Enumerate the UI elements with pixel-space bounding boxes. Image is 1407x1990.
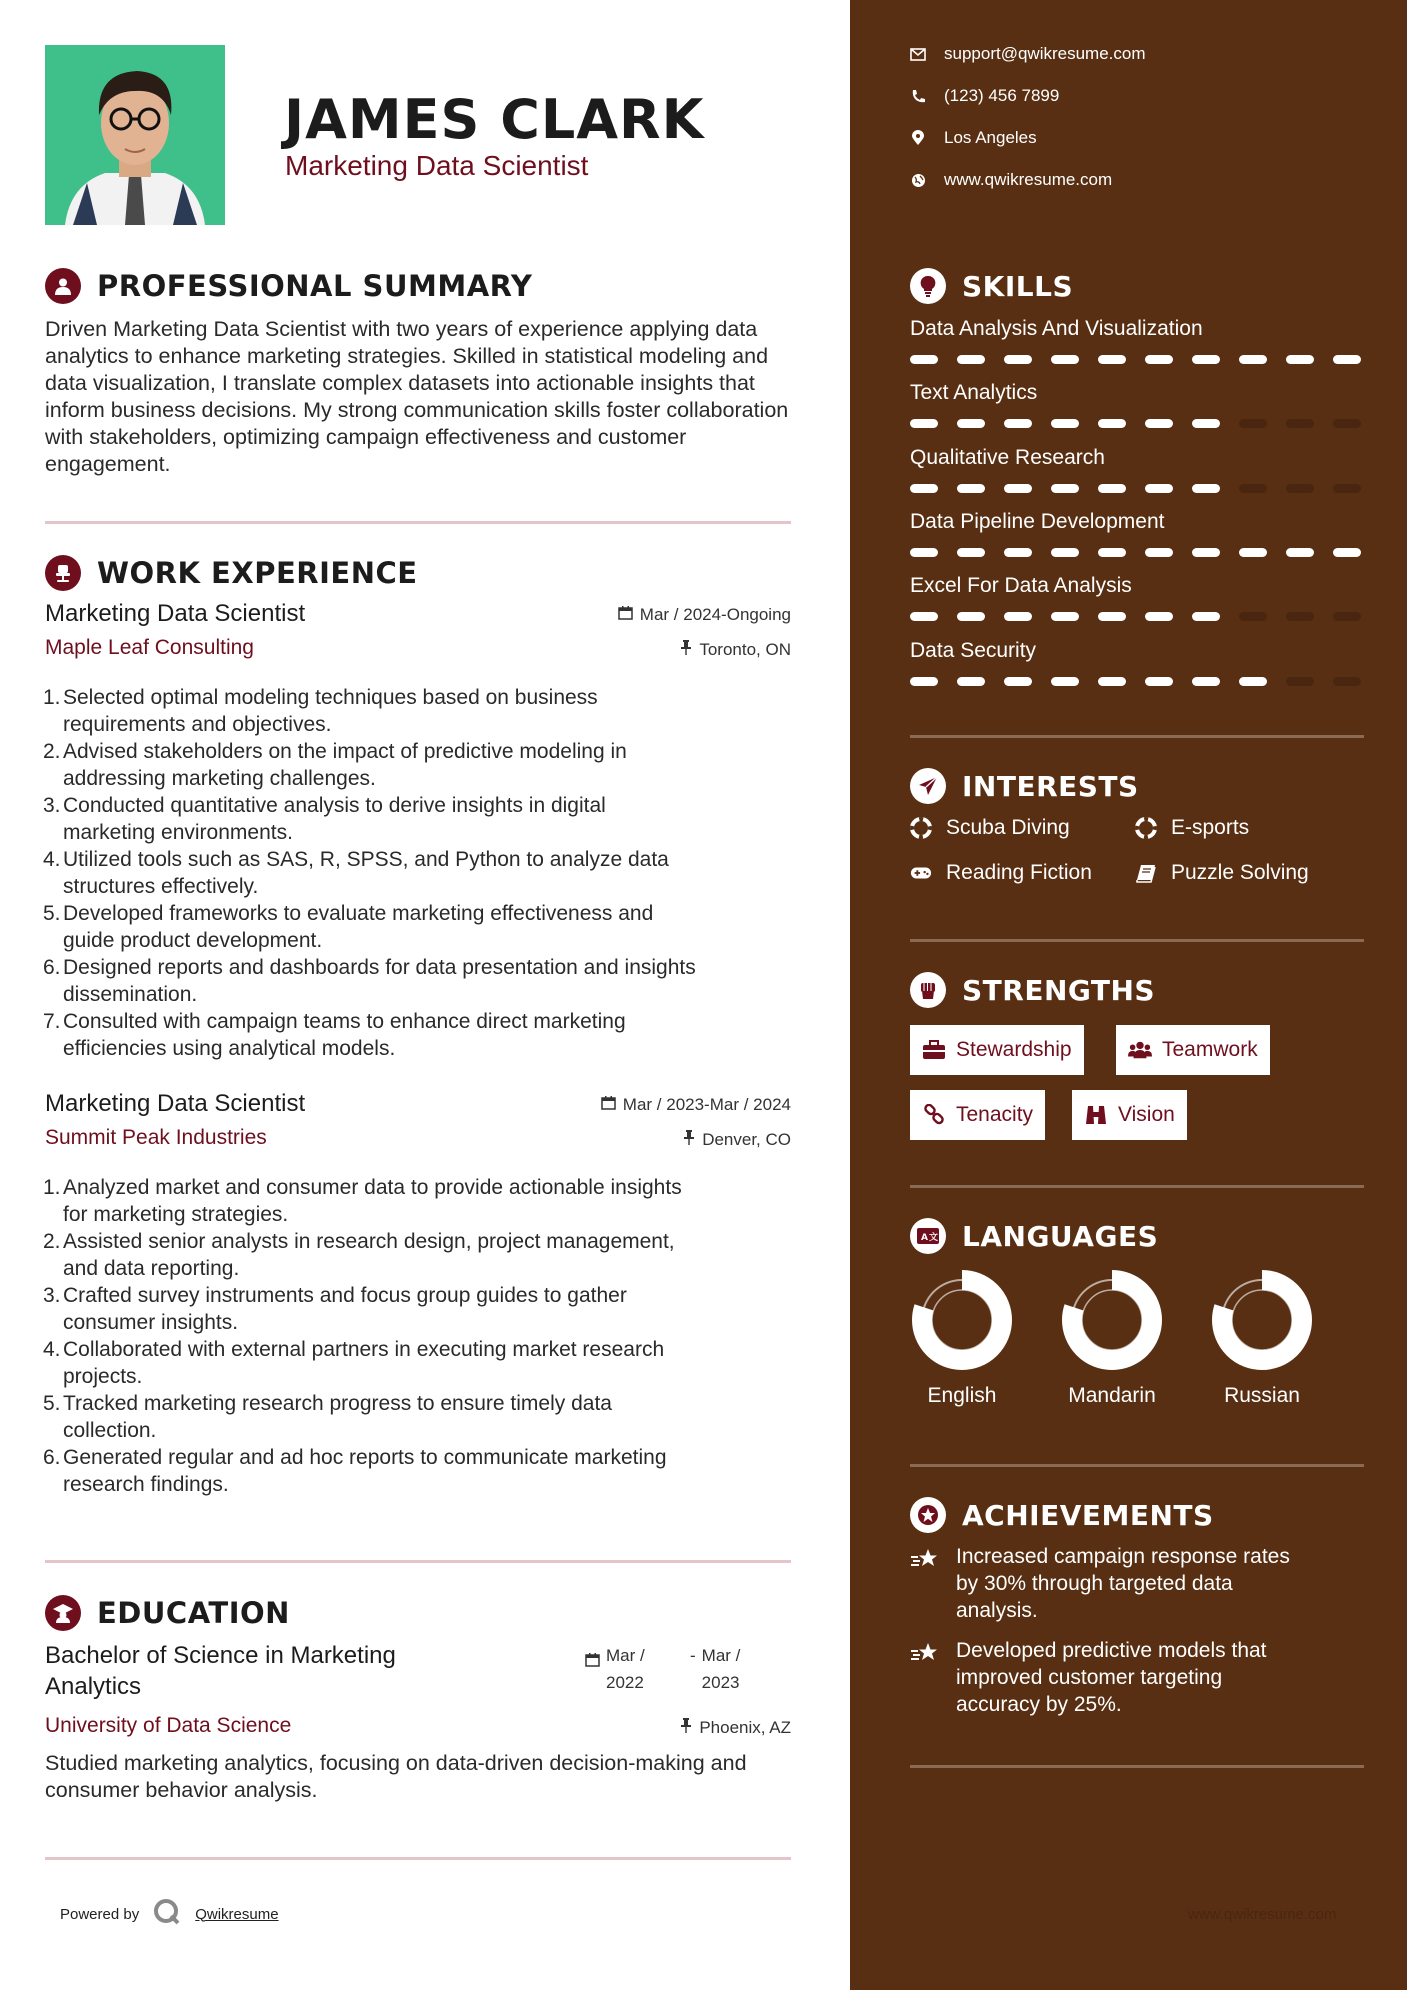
skill-dash-filled — [957, 419, 985, 428]
interest-item — [910, 816, 1070, 840]
skill-level-bar — [910, 677, 1366, 686]
list-item: 4. Collaborated with external partners in executing market research projects. — [43, 1338, 665, 1388]
skill-dash-filled — [910, 612, 938, 621]
skill-dash-filled — [957, 612, 985, 621]
contact-location — [910, 128, 1037, 148]
strength-chip — [910, 1025, 1084, 1075]
skill-dash-filled — [1145, 355, 1173, 364]
life-ring-icon — [910, 817, 932, 839]
skill-item — [910, 446, 1366, 493]
svg-text:文: 文 — [929, 1233, 939, 1243]
skill-dash-filled — [1192, 419, 1220, 428]
skill-dash-filled — [1004, 419, 1032, 428]
date-separator: - — [690, 1646, 696, 1665]
skill-dash-filled — [1333, 548, 1361, 557]
education-heading — [45, 1595, 290, 1631]
graduate-icon — [45, 1595, 81, 1631]
powered-by — [60, 1898, 279, 1930]
contact-phone-text: (123) 456 7899 — [944, 86, 1060, 105]
qwikresume-logo-icon — [153, 1898, 181, 1930]
skill-dash-filled — [1192, 677, 1220, 686]
skill-dash-empty — [1239, 419, 1267, 428]
education-dates — [585, 1642, 750, 1696]
calendar-icon — [618, 605, 633, 625]
language-item — [892, 1270, 1032, 1408]
language-item — [1192, 1270, 1332, 1408]
pin-icon — [680, 1718, 692, 1738]
skill-dash-filled — [957, 484, 985, 493]
skill-level-bar — [910, 548, 1366, 557]
gamepad-icon — [910, 862, 932, 884]
skill-name: Data Analysis And Visualization — [910, 317, 1203, 340]
languages-heading — [910, 1218, 1158, 1254]
skill-name: Data Security — [910, 638, 1037, 662]
lightbulb-icon — [910, 268, 946, 304]
interests-heading — [910, 768, 1139, 804]
skill-item — [910, 317, 1366, 364]
list-item: 4. Utilized tools such as SAS, R, SPSS, and Python to analyze data structures effectively. — [43, 848, 669, 898]
skill-dash-empty — [1333, 677, 1361, 686]
skill-item — [910, 510, 1366, 557]
language-icon — [910, 1218, 946, 1254]
candidate-name: JAMES CLARK — [284, 88, 705, 151]
job-role: Marketing Data Scientist — [45, 600, 306, 627]
job-company: Summit Peak Industries — [45, 1126, 267, 1149]
list-item: 7. Consulted with campaign teams to enhance direct marketing efficiencies using analytical models. — [43, 1010, 626, 1060]
interest-label: Puzzle Solving — [1171, 861, 1309, 884]
skill-item — [910, 381, 1366, 428]
star-badge-icon — [910, 1497, 946, 1533]
education-title: EDUCATION — [97, 1596, 290, 1630]
skill-name: Excel For Data Analysis — [910, 574, 1132, 598]
fist-icon — [910, 972, 946, 1008]
strength-chip — [1072, 1090, 1187, 1140]
skill-dash-filled — [1192, 355, 1220, 364]
skill-dash-filled — [1145, 548, 1173, 557]
watermark-text: www.qwikresume.com — [1188, 1906, 1337, 1923]
list-item: 2. Advised stakeholders on the impact of predictive modeling in addressing marketing challenges. — [43, 740, 627, 790]
skill-dash-filled — [1098, 677, 1126, 686]
job-location — [683, 1130, 791, 1150]
link-icon — [922, 1103, 946, 1127]
sidebar — [850, 0, 1407, 1990]
skill-dash-filled — [1051, 677, 1079, 686]
skill-item — [910, 639, 1366, 686]
contact-website[interactable] — [910, 170, 1112, 190]
strengths-heading — [910, 972, 1155, 1008]
skill-dash-filled — [1004, 677, 1032, 686]
skill-dash-filled — [1098, 419, 1126, 428]
experience-heading — [45, 555, 418, 591]
skill-dash-filled — [1239, 677, 1267, 686]
strength-label: Tenacity — [956, 1103, 1034, 1126]
skill-dash-filled — [1239, 355, 1267, 364]
skill-dash-filled — [910, 419, 938, 428]
achievement-item — [910, 1543, 1370, 1624]
section-divider — [910, 735, 1364, 738]
interest-label: Reading Fiction — [946, 861, 1092, 884]
powered-by-label: Powered by — [60, 1905, 140, 1923]
job-entry — [45, 600, 791, 1062]
strength-chip — [1116, 1025, 1270, 1075]
globe-icon — [910, 172, 926, 188]
phone-icon — [910, 88, 926, 104]
skills-title: SKILLS — [962, 269, 1074, 303]
strength-label: Teamwork — [1162, 1038, 1258, 1061]
skill-dash-empty — [1286, 484, 1314, 493]
language-donut — [1212, 1270, 1312, 1370]
interest-label: E-sports — [1171, 816, 1250, 839]
skill-level-bar — [910, 355, 1366, 364]
briefcase-icon — [922, 1038, 946, 1062]
skill-dash-filled — [1051, 419, 1079, 428]
skill-dash-filled — [957, 677, 985, 686]
skill-dash-filled — [910, 677, 938, 686]
profile-photo — [45, 45, 225, 225]
skill-dash-filled — [910, 548, 938, 557]
contact-phone[interactable] — [910, 86, 1059, 106]
contact-location-text: Los Angeles — [944, 128, 1037, 147]
skill-dash-filled — [957, 355, 985, 364]
skill-dash-empty — [1286, 612, 1314, 621]
skill-dash-empty — [1333, 484, 1361, 493]
skill-dash-filled — [1286, 548, 1314, 557]
language-label: Russian — [1224, 1384, 1300, 1407]
map-marker-icon — [910, 130, 926, 146]
skill-name: Qualitative Research — [910, 445, 1105, 469]
skill-dash-empty — [1333, 419, 1361, 428]
skill-dash-filled — [1239, 548, 1267, 557]
skill-dash-empty — [1286, 677, 1314, 686]
interest-item — [1135, 861, 1309, 885]
section-divider — [910, 1464, 1364, 1467]
skill-dash-empty — [1239, 484, 1267, 493]
skill-dash-filled — [1145, 612, 1173, 621]
skill-dash-filled — [1333, 355, 1361, 364]
skill-dash-filled — [1004, 548, 1032, 557]
summary-heading — [45, 268, 532, 304]
achievement-item — [910, 1637, 1370, 1718]
skill-dash-filled — [957, 548, 985, 557]
skills-heading — [910, 268, 1073, 304]
job-dates-text: Mar / 2023-Mar / 2024 — [622, 1095, 791, 1114]
job-dates-text: Mar / 2024-Ongoing — [639, 605, 791, 624]
calendar-icon — [585, 1648, 600, 1696]
skill-dash-filled — [910, 484, 938, 493]
summary-title: PROFESSIONAL SUMMARY — [97, 269, 533, 303]
job-bullets — [45, 684, 791, 1062]
skill-level-bar — [910, 419, 1366, 428]
candidate-title: Marketing Data Scientist — [285, 150, 589, 181]
education-start: Mar / 2022 — [606, 1646, 645, 1692]
list-item: 6. Designed reports and dashboards for data presentation and insights dissemination. — [43, 956, 696, 1006]
office-chair-icon — [45, 555, 81, 591]
language-donut — [1062, 1270, 1162, 1370]
book-icon — [1135, 862, 1157, 884]
degree: Bachelor of Science in Marketing Analytics — [45, 1642, 396, 1700]
skill-dash-empty — [1239, 612, 1267, 621]
pin-icon — [680, 640, 692, 660]
language-label: Mandarin — [1068, 1384, 1156, 1407]
section-divider — [910, 939, 1364, 942]
job-dates — [618, 605, 791, 625]
user-icon — [45, 268, 81, 304]
pin-icon — [683, 1130, 695, 1150]
list-item: 2. Assisted senior analysts in research design, project management, and data reporting. — [43, 1230, 675, 1280]
skill-dash-empty — [1286, 419, 1314, 428]
users-icon — [1128, 1038, 1152, 1062]
skill-dash-filled — [1192, 612, 1220, 621]
achievements-heading — [910, 1497, 1214, 1533]
achievement-text: Increased campaign response rates by 30% through targeted data analysis. — [956, 1545, 1290, 1622]
skill-dash-filled — [910, 355, 938, 364]
language-label: English — [927, 1384, 997, 1407]
shooting-star-icon — [910, 1641, 940, 1665]
section-divider — [45, 521, 791, 524]
list-item: 1. Selected optimal modeling techniques based on business requirements and objectives. — [43, 686, 598, 736]
skill-dash-filled — [1051, 484, 1079, 493]
binoculars-icon — [1084, 1103, 1108, 1127]
brand-link[interactable]: Qwikresume — [195, 1905, 279, 1923]
section-divider — [910, 1765, 1364, 1768]
skill-dash-filled — [1145, 419, 1173, 428]
skill-dash-filled — [1098, 612, 1126, 621]
job-location — [680, 640, 791, 660]
contact-email[interactable] — [910, 44, 1146, 64]
skill-dash-filled — [1098, 548, 1126, 557]
shooting-star-icon — [910, 1547, 940, 1571]
education-location — [680, 1718, 791, 1738]
strength-chip — [910, 1090, 1045, 1140]
school: University of Data Science — [45, 1714, 292, 1737]
skill-dash-empty — [1333, 612, 1361, 621]
job-location-text: Denver, CO — [702, 1130, 791, 1149]
calendar-icon — [601, 1095, 616, 1115]
job-location-text: Toronto, ON — [699, 640, 791, 659]
education-end: Mar / 2023 — [701, 1646, 741, 1692]
skill-dash-filled — [1192, 484, 1220, 493]
education-description: Studied marketing analytics, focusing on data-driven decision-making and consumer behavior analysis. — [45, 1751, 747, 1802]
languages-title: LANGUAGES — [962, 1219, 1159, 1253]
skill-level-bar — [910, 484, 1366, 493]
skill-dash-filled — [1145, 677, 1173, 686]
list-item: 3. Conducted quantitative analysis to derive insights in digital marketing environments. — [43, 794, 606, 844]
skill-dash-filled — [1286, 355, 1314, 364]
list-item: 5. Tracked marketing research progress to ensure timely data collection. — [43, 1392, 612, 1442]
skill-name: Text Analytics — [910, 381, 1038, 405]
skill-dash-filled — [1192, 548, 1220, 557]
skill-dash-filled — [1145, 484, 1173, 493]
job-entry — [45, 1090, 791, 1498]
list-item: 3. Crafted survey instruments and focus group guides to gather consumer insights. — [43, 1284, 627, 1334]
job-bullets — [45, 1174, 791, 1498]
svg-text:A: A — [921, 1233, 928, 1243]
interest-label: Scuba Diving — [946, 816, 1070, 839]
job-dates — [601, 1095, 791, 1115]
life-ring-icon — [1135, 817, 1157, 839]
skill-dash-filled — [1004, 355, 1032, 364]
job-role: Marketing Data Scientist — [45, 1090, 306, 1117]
section-divider — [45, 1857, 791, 1860]
skill-item — [910, 574, 1366, 621]
job-company: Maple Leaf Consulting — [45, 636, 254, 659]
achievement-text: Developed predictive models that improved customer targeting accuracy by 25%. — [956, 1639, 1267, 1716]
summary-text: Driven Marketing Data Scientist with two years of experience applying data analytics to enhance marketing strategies. Skilled in statistical modeling and data visualization, I translate complex datasets into actionable insights that inform business decisions. My strong communication skills foster collaboration with stakeholders, optimizing campaign effectiveness and customer engagement. — [45, 317, 789, 476]
strengths-title: STRENGTHS — [962, 973, 1156, 1007]
interest-item — [1135, 816, 1249, 840]
skill-dash-filled — [1051, 548, 1079, 557]
list-item: 6. Generated regular and ad hoc reports to communicate marketing research findings. — [43, 1446, 667, 1496]
skill-dash-filled — [1051, 612, 1079, 621]
skill-name: Data Pipeline Development — [910, 509, 1165, 533]
achievements-title: ACHIEVEMENTS — [962, 1498, 1214, 1532]
skill-dash-filled — [1004, 612, 1032, 621]
envelope-icon — [910, 46, 926, 62]
language-item — [1042, 1270, 1182, 1408]
contact-website-text: www.qwikresume.com — [944, 170, 1113, 189]
language-donut — [912, 1270, 1012, 1370]
skill-dash-filled — [1004, 484, 1032, 493]
paper-plane-icon — [910, 768, 946, 804]
contact-email-text: support@qwikresume.com — [944, 44, 1146, 63]
list-item: 5. Developed frameworks to evaluate marketing effectiveness and guide product development. — [43, 902, 654, 952]
education-location-text: Phoenix, AZ — [699, 1718, 791, 1737]
skill-dash-filled — [1098, 355, 1126, 364]
interests-title: INTERESTS — [962, 769, 1139, 803]
section-divider — [45, 1560, 791, 1563]
skill-dash-filled — [1051, 355, 1079, 364]
section-divider — [910, 1185, 1364, 1188]
interest-item — [910, 861, 1092, 885]
experience-title: WORK EXPERIENCE — [97, 556, 418, 590]
skill-level-bar — [910, 612, 1366, 621]
skill-dash-filled — [1098, 484, 1126, 493]
list-item: 1. Analyzed market and consumer data to provide actionable insights for marketing strategies. — [43, 1176, 682, 1226]
strength-label: Stewardship — [956, 1038, 1072, 1061]
strength-label: Vision — [1118, 1103, 1175, 1126]
